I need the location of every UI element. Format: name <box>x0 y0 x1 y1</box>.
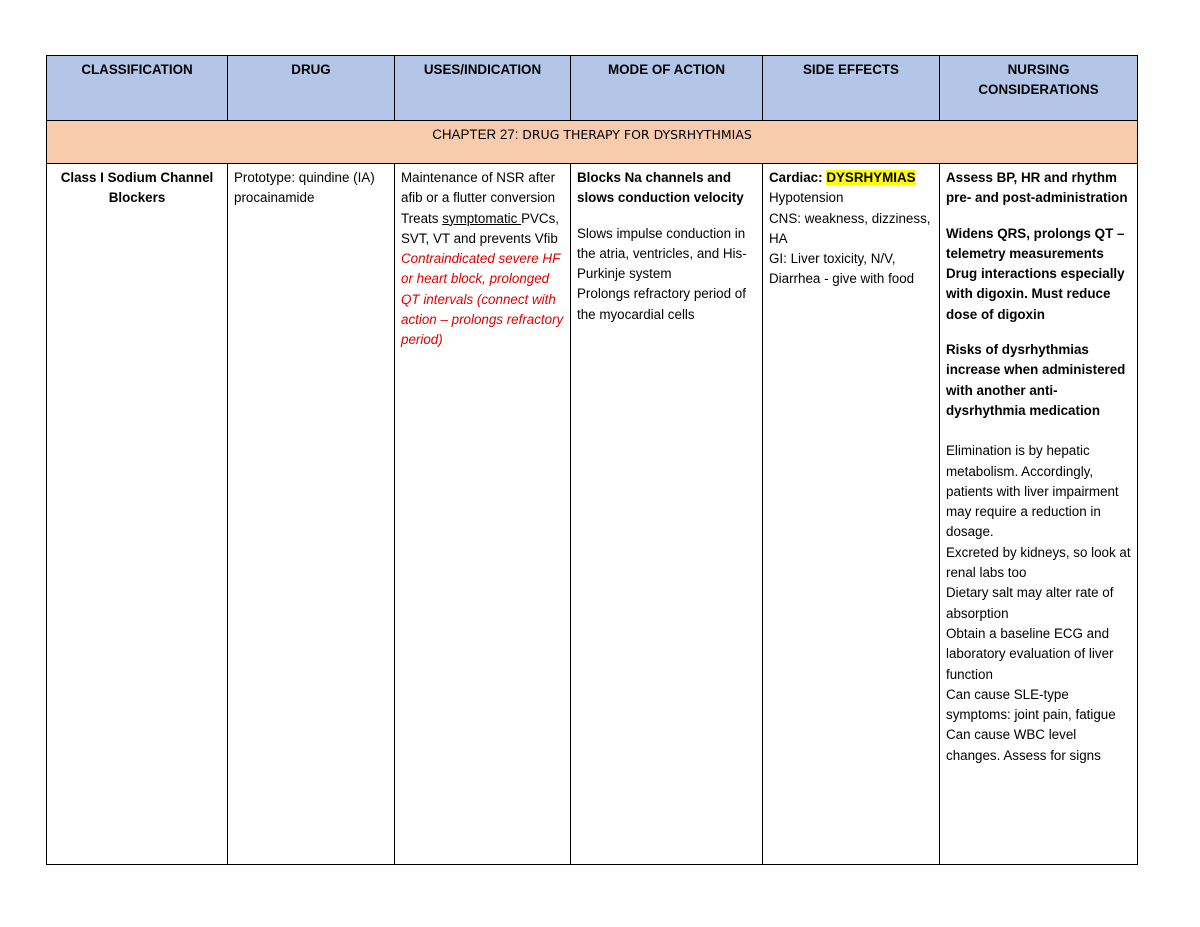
header-classification: CLASSIFICATION <box>47 56 228 121</box>
moa-text2: Prolongs refractory period of the myocardial cells <box>577 286 746 322</box>
table-row <box>47 164 1138 865</box>
se-cardiac <box>769 168 933 188</box>
uses-treats-underlined: symptomatic <box>442 210 522 226</box>
moa-bold: Blocks Na channels and slows conduction velocity <box>577 170 744 206</box>
se-cardiac-highlight: DYSRHYMIAS <box>826 170 916 185</box>
cell-mode-of-action <box>571 164 763 865</box>
nursing-b2: Widens QRS, prolongs QT – telemetry measurements <box>946 225 1125 261</box>
header-nursing: NURSING CONSIDERATIONS <box>940 56 1138 121</box>
chapter-row <box>47 121 1138 164</box>
cell-side-effects <box>763 164 940 865</box>
moa-text1: Slows impulse conduction in the atria, ventricles, and His-Purkinje system <box>577 225 747 282</box>
se-cardiac-label: Cardiac: <box>769 170 827 185</box>
uses-treats-rest: PVCs, SVT, VT and prevents Vfib <box>401 210 560 246</box>
chapter-prefix: CHAPTER 27: <box>432 127 523 142</box>
classification-text: Class I Sodium Channel Blockers <box>60 170 214 206</box>
nursing-n2: Excreted by kidneys, so look at renal labs too <box>946 544 1131 581</box>
cell-uses <box>395 164 571 865</box>
uses-treats-prefix: Treats <box>401 210 443 226</box>
se-line3: CNS: weakness, dizziness, HA <box>769 210 931 246</box>
cell-drug <box>228 164 395 865</box>
nursing-n3: Dietary salt may alter rate of absorption <box>946 585 1114 621</box>
header-row <box>47 56 1138 121</box>
chapter-title <box>47 121 1138 164</box>
uses-treats <box>401 209 564 250</box>
cell-nursing <box>940 164 1138 865</box>
header-drug: DRUG <box>228 56 395 121</box>
se-line2: Hypotension <box>769 190 844 206</box>
nursing-n1: Elimination is by hepatic metabolism. Accordingly, patients with liver impairment may require a reduction in dosage. <box>946 443 1119 540</box>
se-line4: GI: Liver toxicity, N/V, Diarrhea - give with food <box>769 251 915 287</box>
nursing-b1: Assess BP, HR and rhythm pre- and post-administration <box>946 170 1128 206</box>
header-mode-of-action: MODE OF ACTION <box>571 56 763 121</box>
nursing-b4: Risks of dysrhythmias increase when administered with another anti-dysrhythmia medication <box>946 342 1126 418</box>
nursing-n4: Obtain a baseline ECG and laboratory evaluation of liver function <box>946 625 1114 682</box>
nursing-n5: Can cause SLE-type symptoms: joint pain, fatigue <box>946 686 1116 723</box>
header-uses: USES/INDICATION <box>395 56 571 121</box>
drug-table <box>46 55 1138 865</box>
cell-classification <box>47 164 228 865</box>
drug-text: Prototype: quindine (IA) procainamide <box>234 170 375 206</box>
chapter-name: DRUG THERAPY FOR DYSRHYTHMIAS <box>522 127 752 142</box>
header-side-effects: SIDE EFFECTS <box>763 56 940 121</box>
uses-line1: Maintenance of NSR after afib or a flutter conversion <box>401 170 556 206</box>
nursing-n6: Can cause WBC level changes. Assess for signs <box>946 727 1101 763</box>
nursing-b3: Drug interactions especially with digoxin. Must reduce dose of digoxin <box>946 266 1125 322</box>
uses-contraindicated: Contraindicated severe HF or heart block, prolonged QT intervals (connect with action – prolongs refractory period) <box>401 251 564 348</box>
